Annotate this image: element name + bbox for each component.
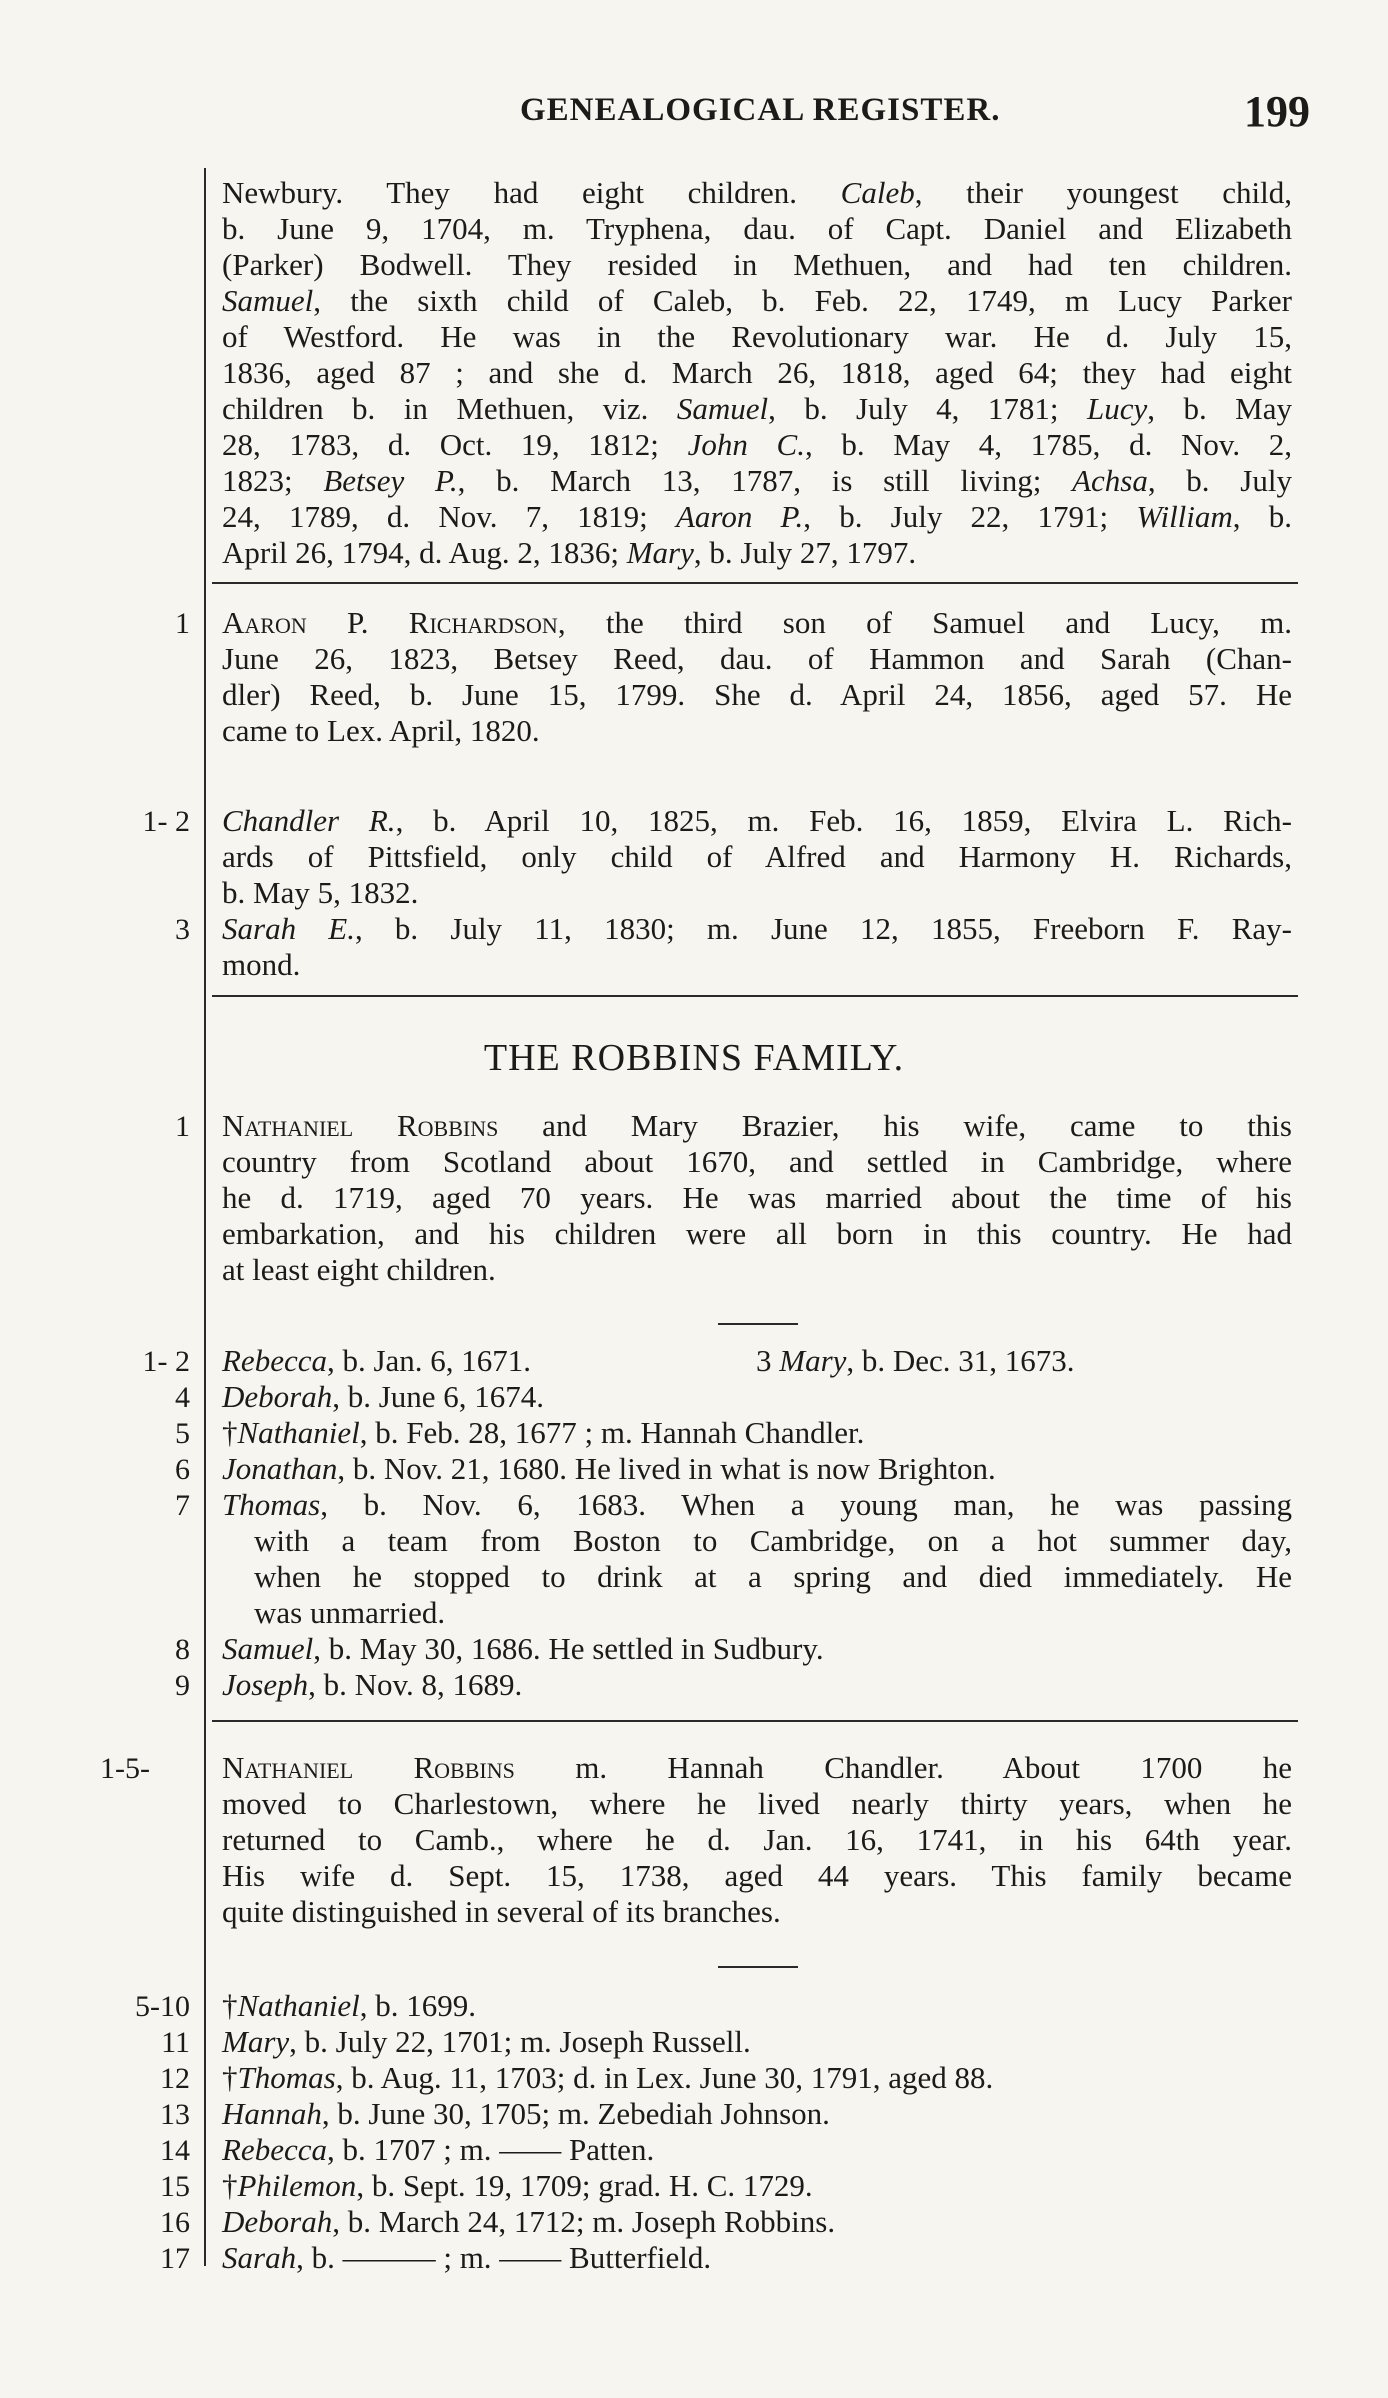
- short-divider: [718, 1966, 798, 1968]
- entry-number: 11: [161, 2026, 190, 2059]
- text-line: Samuel, the sixth child of Caleb, b. Feb. 22, 1749, m Lucy Parker: [222, 283, 1292, 318]
- text-line: he d. 1719, aged 70 years. He was married about the time of his: [222, 1180, 1292, 1215]
- text-line: quite distinguished in several of its branches.: [222, 1894, 781, 1929]
- text-line: children b. in Methuen, viz. Samuel, b. July 4, 1781; Lucy, b. May: [222, 391, 1293, 426]
- text-line: embarkation, and his children were all born in this country. He had: [222, 1216, 1292, 1251]
- text-line: at least eight children.: [222, 1252, 496, 1287]
- entry-number: 5-10: [135, 1990, 190, 2023]
- text-line: Nathaniel Robbins m. Hannah Chandler. About 1700 he: [222, 1750, 1292, 1785]
- entry-number: 15: [160, 2170, 190, 2203]
- text-line: 1836, aged 87 ; and she d. March 26, 1818, aged 64; they had eight: [222, 355, 1292, 390]
- entry-number: 5: [175, 1417, 190, 1450]
- text-line: Chandler R., b. April 10, 1825, m. Feb. 16, 1859, Elvira L. Rich-: [222, 803, 1292, 838]
- text-line: Rebecca, b. Jan. 6, 1671. 3 Mary, b. Dec. 31, 1673.: [222, 1343, 1075, 1378]
- person-name: Aaron P. Richardson,: [222, 605, 566, 640]
- family-heading: THE ROBBINS FAMILY.: [483, 1037, 905, 1079]
- text-line: Thomas, b. Nov. 6, 1683. When a young man, he was passing: [222, 1487, 1292, 1522]
- entry-number: 1- 2: [142, 805, 190, 838]
- entry-number: 17: [160, 2242, 190, 2275]
- text-line: ards of Pittsfield, only child of Alfred and Harmony H. Richards,: [222, 839, 1292, 874]
- text-line: June 26, 1823, Betsey Reed, dau. of Hammon and Sarah (Chan-: [222, 641, 1292, 676]
- entry-number: 1: [175, 607, 190, 640]
- text-line: Deborah, b. March 24, 1712; m. Joseph Robbins.: [222, 2204, 836, 2239]
- text-line: His wife d. Sept. 15, 1738, aged 44 years. This family became: [222, 1858, 1292, 1893]
- text-line: †Thomas, b. Aug. 11, 1703; d. in Lex. June 30, 1791, aged 88.: [222, 2060, 994, 2095]
- entry-number: 9: [175, 1669, 190, 1702]
- entry-number: 3: [175, 913, 190, 946]
- running-title: GENEALOGICAL REGISTER.: [520, 92, 1001, 128]
- text-line: b. June 9, 1704, m. Tryphena, dau. of Capt. Daniel and Elizabeth: [222, 211, 1292, 246]
- text-line: came to Lex. April, 1820.: [222, 713, 540, 748]
- text-line: Nathaniel Robbins and Mary Brazier, his wife, came to this: [222, 1108, 1292, 1143]
- section-divider: [212, 582, 1298, 584]
- entry-number: 1: [175, 1110, 190, 1143]
- text-line: 28, 1783, d. Oct. 19, 1812; John C., b. May 4, 1785, d. Nov. 2,: [222, 427, 1293, 462]
- text-line: †Philemon, b. Sept. 19, 1709; grad. H. C. 1729.: [222, 2168, 813, 2203]
- entry-number: 6: [175, 1453, 190, 1486]
- text-line: of Westford. He was in the Revolutionary war. He d. July 15,: [222, 319, 1292, 354]
- text-line: Sarah, b. ——— ; m. —— Butterfield.: [222, 2240, 712, 2275]
- text-line: dler) Reed, b. June 15, 1799. She d. April 24, 1856, aged 57. He: [222, 677, 1292, 712]
- text-line: Deborah, b. June 6, 1674.: [222, 1379, 545, 1414]
- entry-number: 1-5-: [100, 1752, 150, 1785]
- text-line: (Parker) Bodwell. They resided in Methuen, and had ten children.: [222, 247, 1292, 282]
- entry-number: 14: [160, 2134, 190, 2167]
- entry-number: 13: [160, 2098, 190, 2131]
- person-name: Nathaniel Robbins: [222, 1750, 515, 1785]
- text-line: Newbury. They had eight children. Caleb, their youngest child,: [222, 175, 1292, 210]
- text-line: Aaron P. Richardson, the third son of Samuel and Lucy, m.: [222, 605, 1292, 640]
- text-line: mond.: [222, 947, 301, 982]
- text-line: Samuel, b. May 30, 1686. He settled in Sudbury.: [222, 1631, 824, 1666]
- text-line: †Nathaniel, b. 1699.: [222, 1988, 477, 2023]
- entry-number: 16: [160, 2206, 190, 2239]
- text-line: Mary, b. July 22, 1701; m. Joseph Russell.: [222, 2024, 751, 2059]
- text-line: when he stopped to drink at a spring and died immediately. He: [254, 1559, 1292, 1594]
- section-divider: [212, 995, 1298, 997]
- page-number: 199: [1244, 87, 1310, 136]
- text-line: Sarah E., b. July 11, 1830; m. June 12, 1855, Freeborn F. Ray-: [222, 911, 1293, 946]
- text-line: †Nathaniel, b. Feb. 28, 1677 ; m. Hannah Chandler.: [222, 1415, 865, 1450]
- text-line: b. May 5, 1832.: [222, 875, 419, 910]
- page-header: [0, 87, 1388, 142]
- text-line: April 26, 1794, d. Aug. 2, 1836; Mary, b. July 27, 1797.: [222, 535, 917, 570]
- text-line: was unmarried.: [254, 1595, 446, 1630]
- entry-number: 4: [175, 1381, 190, 1414]
- text-line: Hannah, b. June 30, 1705; m. Zebediah Johnson.: [222, 2096, 830, 2131]
- entry-number: 12: [160, 2062, 190, 2095]
- text-line: country from Scotland about 1670, and settled in Cambridge, where: [222, 1144, 1292, 1179]
- text-line: Jonathan, b. Nov. 21, 1680. He lived in what is now Brighton.: [222, 1451, 996, 1486]
- text-line: 1823; Betsey P., b. March 13, 1787, is still living; Achsa, b. July: [222, 463, 1292, 498]
- text-line: with a team from Boston to Cambridge, on a hot summer day,: [254, 1523, 1292, 1558]
- text-line: returned to Camb., where he d. Jan. 16, 1741, in his 64th year.: [222, 1822, 1292, 1857]
- short-divider: [718, 1323, 798, 1325]
- text-line: Rebecca, b. 1707 ; m. —— Patten.: [222, 2132, 655, 2167]
- text-line: Joseph, b. Nov. 8, 1689.: [222, 1667, 523, 1702]
- entry-number: 7: [175, 1489, 190, 1522]
- entry-number: 8: [175, 1633, 190, 1666]
- margin-rule: [204, 168, 206, 2266]
- person-name: Nathaniel Robbins: [222, 1108, 499, 1143]
- text-line: 24, 1789, d. Nov. 7, 1819; Aaron P., b. July 22, 1791; William, b.: [222, 499, 1293, 534]
- text-line: moved to Charlestown, where he lived nearly thirty years, when he: [222, 1786, 1292, 1821]
- section-divider: [212, 1720, 1298, 1722]
- entry-number: 1- 2: [142, 1345, 190, 1378]
